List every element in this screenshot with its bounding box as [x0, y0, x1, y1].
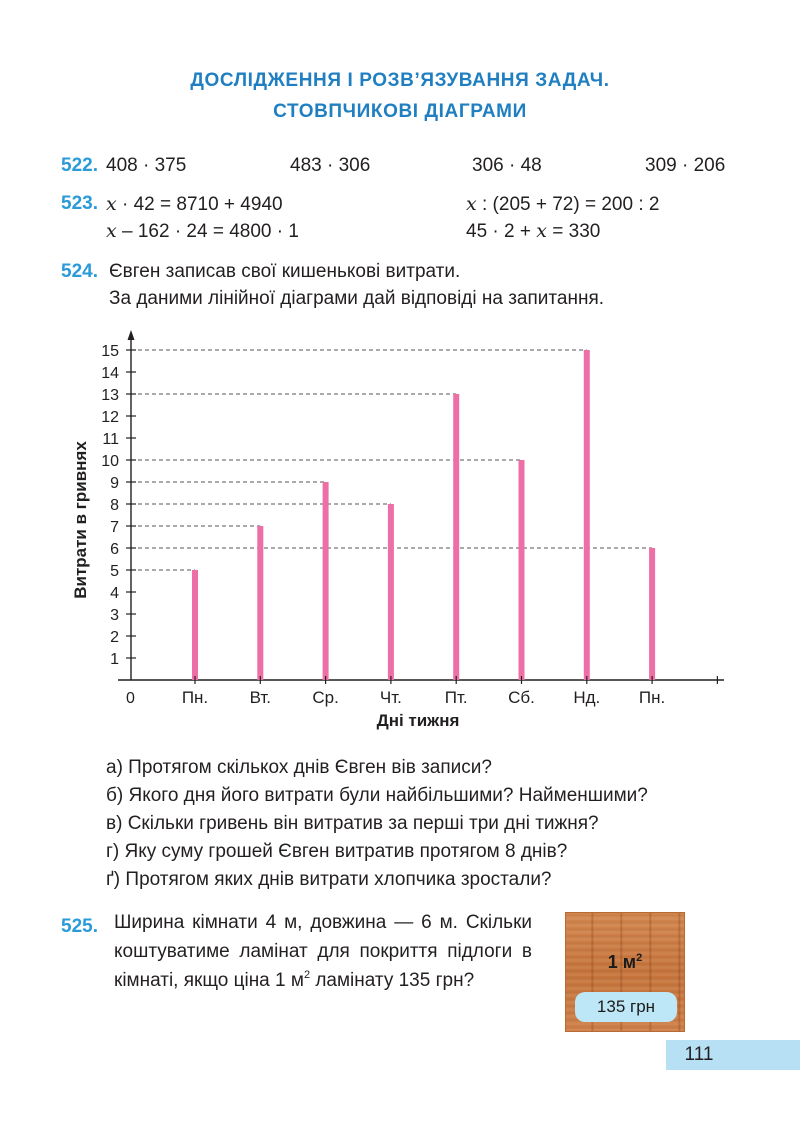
bar-6	[519, 460, 525, 680]
x-tick-label: Пт.	[444, 688, 468, 707]
question-c: в) Скільки гривень він витратив за перші три дні тижня?	[106, 813, 599, 834]
chart-bars	[192, 350, 655, 680]
ex523-equation-2	[466, 193, 659, 216]
y-tick-label: 1	[110, 651, 119, 668]
bar-7	[584, 350, 590, 680]
laminate-price-badge: 135 грн	[575, 992, 677, 1022]
exercise-522-number: 522.	[61, 155, 98, 176]
x-axis-title: Дні тижня	[376, 711, 460, 730]
equation-rest: · 42 = 8710 + 4940	[116, 194, 283, 215]
variable-x: x	[106, 220, 117, 242]
origin-label: 0	[126, 690, 135, 707]
y-axis-arrow	[128, 330, 135, 340]
ex524-text-line2: За даними лінійної діаграми дай відповіді на запитання.	[109, 288, 605, 309]
ex525-superscript: 2	[303, 969, 311, 981]
x-tick-label: Сб.	[508, 688, 535, 707]
page-number-tab	[666, 1040, 800, 1070]
ex523-equation-1	[106, 193, 283, 216]
section-title-line2: СТОВПЧИКОВІ ДІАГРАМИ	[273, 101, 527, 122]
y-axis-title: Витрати в гривнях	[71, 441, 90, 599]
bar-3	[323, 482, 329, 680]
y-tick-label: 15	[101, 343, 119, 360]
y-tick-label: 11	[102, 431, 119, 448]
variable-x: x	[106, 193, 117, 215]
ex522-item-2: 483 · 306	[290, 155, 371, 176]
y-tick-label: 7	[110, 519, 119, 536]
bar-8	[649, 548, 655, 680]
y-tick-label: 12	[101, 409, 119, 426]
section-title-line1: ДОСЛІДЖЕННЯ І РОЗВ’ЯЗУВАННЯ ЗАДАЧ.	[190, 70, 610, 91]
y-tick-label: 9	[110, 475, 119, 492]
ex522-item-1: 408 · 375	[106, 155, 187, 176]
x-tick-label: Ср.	[312, 688, 339, 707]
x-tick-label: Пн.	[181, 688, 209, 707]
bar-5	[453, 394, 459, 680]
ex522-item-3: 306 · 48	[472, 155, 542, 176]
laminate-area-label	[565, 952, 685, 973]
bar-2	[257, 526, 263, 680]
ex525-text-before: Ширина кімнати 4 м, довжина — 6 м. Скільки коштуватиме ламінат для покриття підлоги в кімнаті, якщо ціна 1 м	[114, 912, 532, 991]
ex525-text-after: ламінату 135 грн?	[310, 970, 475, 991]
exercise-523-number: 523.	[61, 193, 98, 214]
page-number: 111	[684, 1044, 714, 1065]
expenses-bar-chart	[0, 330, 800, 740]
y-tick-label: 13	[101, 387, 119, 404]
x-tick-label: Вт.	[249, 688, 272, 707]
y-tick-label: 2	[110, 629, 119, 646]
equation-rest: : (205 + 72) = 200 : 2	[476, 194, 660, 215]
question-e: ґ) Протягом яких днів витрати хлопчика зростали?	[106, 869, 552, 890]
y-tick-label: 6	[110, 541, 119, 558]
question-a: а) Протягом скількох днів Євген вів записи?	[106, 757, 492, 778]
ex524-text-line1: Євген записав свої кишенькові витрати.	[109, 261, 461, 282]
equation-prefix: 45 · 2 +	[466, 221, 537, 242]
ex525-text	[114, 908, 532, 995]
exercise-525-number: 525.	[61, 916, 98, 937]
y-tick-label: 5	[110, 563, 119, 580]
x-tick-label: Пн.	[638, 688, 666, 707]
y-tick-label: 3	[110, 607, 119, 624]
question-d: г) Яку суму грошей Євген витратив протягом 8 днів?	[106, 841, 568, 862]
variable-x: x	[466, 193, 477, 215]
chart-axes	[118, 330, 724, 680]
x-tick-label: Чт.	[379, 688, 402, 707]
laminate-card	[565, 912, 685, 1032]
question-b: б) Якого дня його витрати були найбільшими? Найменшими?	[106, 785, 648, 806]
equation-rest: – 162 · 24 = 4800 · 1	[116, 221, 299, 242]
y-tick-label: 4	[110, 585, 119, 602]
equation-rest: = 330	[546, 221, 601, 242]
y-tick-label: 14	[101, 365, 119, 382]
area-text: 1 м	[607, 952, 637, 972]
y-tick-label: 8	[110, 497, 119, 514]
ex522-item-4: 309 · 206	[645, 155, 726, 176]
ex523-equation-4	[466, 220, 600, 243]
variable-x: x	[536, 220, 547, 242]
bar-4	[388, 504, 394, 680]
y-tick-label: 10	[101, 453, 119, 470]
x-tick-label: Нд.	[573, 688, 601, 707]
area-superscript: 2	[636, 952, 643, 964]
bar-1	[192, 570, 198, 680]
ex523-equation-3	[106, 220, 299, 243]
exercise-524-number: 524.	[61, 261, 98, 282]
